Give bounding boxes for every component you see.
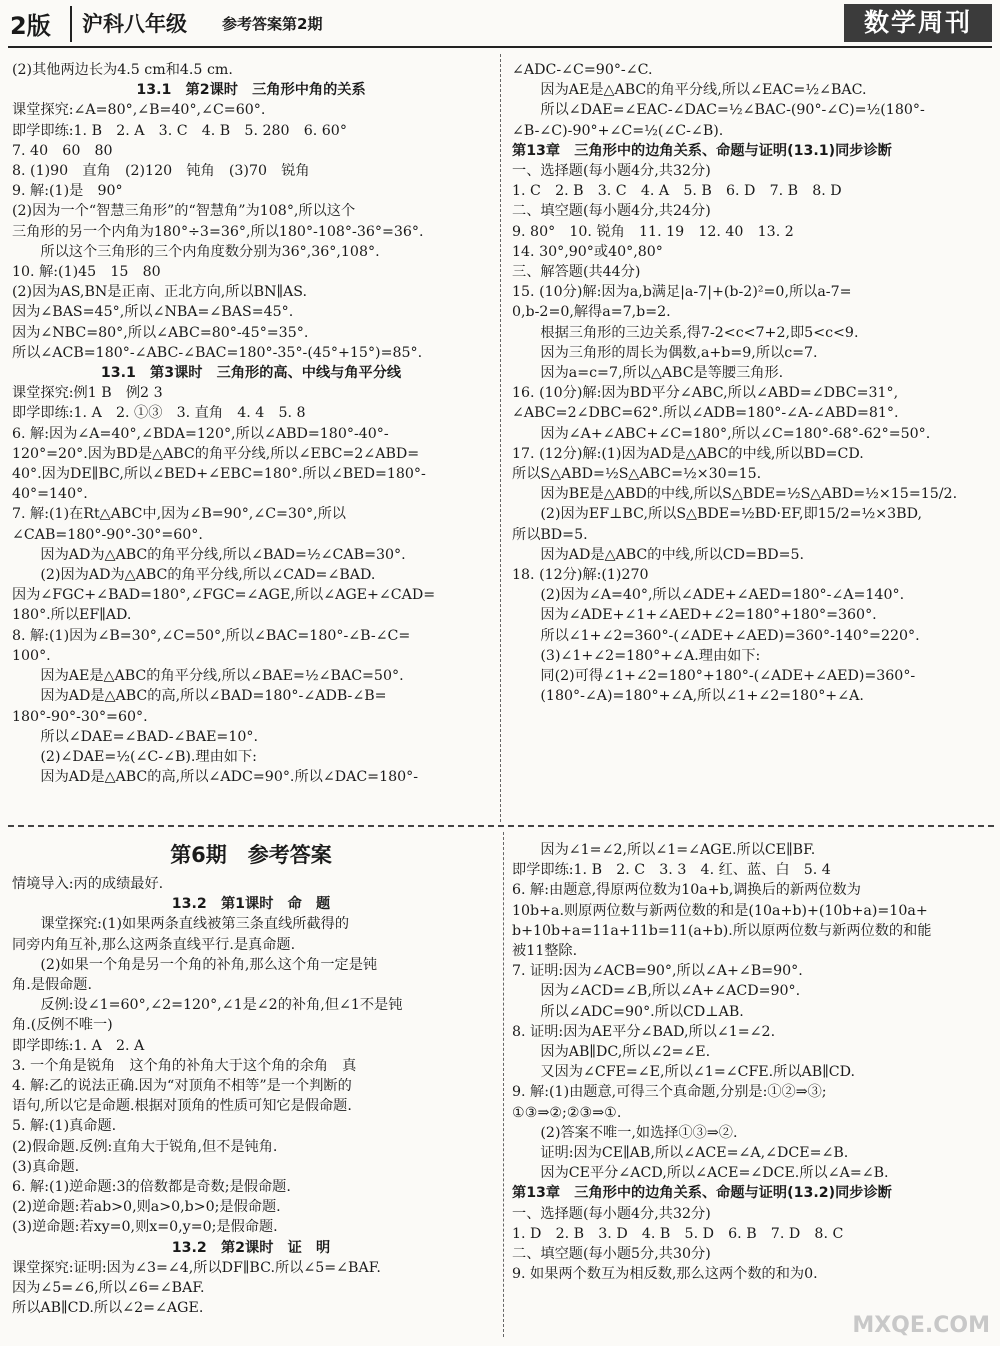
text-line: 三、解答题(共44分) xyxy=(512,264,641,281)
text-line: 所以∠DAE=∠BAD-∠BAE=10°. xyxy=(40,728,258,745)
text-line: 因为∠5=∠6,所以∠6=∠BAF. xyxy=(12,1280,205,1297)
text-line: 17. (12分)解:(1)因为AD是△ABC的中线,所以BD=CD. xyxy=(512,445,864,462)
text-line: 反例:设∠1=60°,∠2=120°,∠1是∠2的补角,但∠1不是钝 xyxy=(40,997,403,1014)
text-line: 3. 一个角是锐角 这个角的补角大于这个角的余角 真 xyxy=(12,1057,357,1074)
text-line: 13.1 第3课时 三角形的高、中线与角平分线 xyxy=(100,365,402,382)
text-line: 课堂探究:(1)如果两条直线被第三条直线所截得的 xyxy=(40,916,350,933)
text-line: (2)逆命题:若ab>0,则a>0,b>0;是假命题. xyxy=(12,1199,281,1216)
text-line: 7. 40 60 80 xyxy=(12,142,113,159)
text-line: 证明:因为CE∥AB,所以∠ACE=∠A,∠DCE=∠B. xyxy=(540,1145,849,1162)
text-line: ∠CAB=180°-90°-30°=60°. xyxy=(12,526,203,543)
text-line: 因为AD是△ABC的高,所以∠ADC=90°.所以∠DAC=180°- xyxy=(40,769,419,786)
bottom-left-column xyxy=(12,874,490,1318)
section-divider xyxy=(8,825,994,827)
text-line: 因为∠ADE+∠1+∠AED+∠2=180°+180°=360°. xyxy=(540,607,877,624)
brand-badge: 数学周刊 xyxy=(844,4,992,42)
text-line: 第13章 三角形中的边角关系、命题与证明(13.1)同步诊断 xyxy=(512,142,892,159)
top-right-column xyxy=(512,60,992,707)
page-number: 2版 xyxy=(10,12,51,40)
text-line: 课堂探究:∠A=80°,∠B=40°,∠C=60°. xyxy=(12,102,266,119)
text-line: (180°-∠A)=180°+∠A,所以∠1+∠2=180°+∠A. xyxy=(540,688,864,705)
grade-label: 沪科八年级 xyxy=(82,12,187,36)
text-line: ①③⇒②;②③⇒①. xyxy=(512,1104,622,1121)
text-line: 一、选择题(每小题4分,共32分) xyxy=(512,163,711,180)
text-line: 因为BE是△ABD的中线,所以S△BDE=½S△ABD=½×15=15/2. xyxy=(540,486,958,503)
text-line: (2)因为一个“智慧三角形”的“智慧角”为108°,所以这个 xyxy=(12,203,356,220)
header-divider xyxy=(70,6,72,42)
text-line: 13.2 第1课时 命 题 xyxy=(171,896,331,913)
text-line: 180°.所以EF∥AD. xyxy=(12,607,132,624)
text-line: 所以∠1+∠2=360°-(∠ADE+∠AED)=360°-140°=220°. xyxy=(540,627,920,644)
text-line: 18. (12分)解:(1)270 xyxy=(512,567,649,584)
text-line: 同(2)可得∠1+∠2=180°+180°-(∠ADE+∠AED)=360°- xyxy=(540,668,916,685)
top-left-column xyxy=(12,60,490,787)
text-line: ∠ABC=2∠DBC=62°.所以∠ADB=180°-∠A-∠ABD=81°. xyxy=(512,405,899,422)
text-line: 所以这个三角形的三个内角度数分别为36°,36°,108°. xyxy=(40,243,380,260)
text-line: 所以∠ACB=180°-∠ABC-∠BAC=180°-35°-(45°+15°)=85°. xyxy=(12,344,423,361)
issue-answer-title: 第6期 参考答案 xyxy=(170,843,332,867)
page-header xyxy=(0,0,1000,48)
text-line: 4. 解:乙的说法正确.因为“对顶角不相等”是一个判断的 xyxy=(12,1078,352,1095)
text-line: 因为∠NBC=80°,所以∠ABC=80°-45°=35°. xyxy=(12,324,309,341)
text-line: 情境导入:丙的成绩最好. xyxy=(12,876,164,892)
text-line: 被11整除. xyxy=(512,943,578,960)
text-line: 120°=20°.因为BD是△ABC的角平分线,所以∠EBC=2∠ABD= xyxy=(12,445,420,462)
issue-label: 参考答案第2期 xyxy=(222,15,323,33)
text-line: 因为AE是△ABC的角平分线,所以∠EAC=½∠BAC. xyxy=(540,82,867,99)
text-line: 所以S△ABD=½S△ABC=½×30=15. xyxy=(512,466,762,483)
text-line: 因为AD为△ABC的角平分线,所以∠BAD=½∠CAB=30°. xyxy=(40,546,406,563)
text-line: 即学即练:1. B 2. A 3. C 4. B 5. 280 6. 60° xyxy=(12,122,347,139)
text-line: (2)其他两边长为4.5 cm和4.5 cm. xyxy=(12,62,233,78)
text-line: (2)如果一个角是另一个角的补角,那么这个角一定是钝 xyxy=(40,956,378,973)
text-line: (2)因为∠A=40°,所以∠ADE+∠AED=180°-∠A=140°. xyxy=(540,587,905,604)
text-line: 角.(反例不唯一) xyxy=(12,1017,113,1034)
text-line: 40°=140°. xyxy=(12,486,88,503)
text-line: 第13章 三角形中的边角关系、命题与证明(13.2)同步诊断 xyxy=(512,1185,892,1202)
text-line: 角.是假命题. xyxy=(12,977,92,994)
text-line: 9. 解:(1)由题意,可得三个真命题,分别是:①②⇒③; xyxy=(512,1084,827,1101)
text-line: 因为三角形的周长为偶数,a+b=9,所以c=7. xyxy=(540,344,818,361)
text-line: (2)∠DAE=½(∠C-∠B).理由如下: xyxy=(40,748,257,765)
text-line: ∠ADC-∠C=90°-∠C. xyxy=(512,62,653,78)
text-line: 课堂探究:证明:因为∠3=∠4,所以DF∥BC.所以∠5=∠BAF. xyxy=(12,1259,381,1276)
text-line: 即学即练:1. A 2. A xyxy=(12,1037,145,1054)
text-line: 180°-90°-30°=60°. xyxy=(12,708,148,725)
text-line: 因为∠BAS=45°,所以∠NBA=∠BAS=45°. xyxy=(12,304,294,321)
text-line: 13.2 第2课时 证 明 xyxy=(171,1239,331,1256)
column-divider-top xyxy=(500,54,501,822)
text-line: 根据三角形的三边关系,得7-2<c<7+2,即5<c<9. xyxy=(540,324,859,341)
text-line: 10b+a.则原两位数与新两位数的和是(10a+b)+(10b+a)=10a+ xyxy=(512,902,928,919)
text-line: 因为CE平分∠ACD,所以∠ACE=∠DCE.所以∠A=∠B. xyxy=(540,1165,889,1182)
text-line: 因为AD是△ABC的中线,所以CD=BD=5. xyxy=(540,546,805,563)
watermark-logo: MXQE.COM xyxy=(852,1313,990,1338)
text-line: (2)因为AS,BN是正南、正北方向,所以BN∥AS. xyxy=(12,284,308,301)
text-line: ∠B-∠C)-90°+∠C=½(∠C-∠B). xyxy=(512,122,724,139)
text-line: 9. 80° 10. 锐角 11. 19 12. 40 13. 2 xyxy=(512,223,794,240)
text-line: 40°.因为DE∥BC,所以∠BED+∠EBC=180°.所以∠BED=180°- xyxy=(12,466,426,483)
text-line: 又因为∠CFE=∠E,所以∠1=∠CFE.所以AB∥CD. xyxy=(540,1064,856,1081)
text-line: 一、选择题(每小题4分,共32分) xyxy=(512,1205,711,1222)
text-line: 8. 证明:因为AE平分∠BAD,所以∠1=∠2. xyxy=(512,1023,776,1040)
text-line: (3)逆命题:若xy=0,则x=0,y=0;是假命题. xyxy=(12,1219,278,1236)
text-line: 8. 解:(1)因为∠B=30°,∠C=50°,所以∠BAC=180°-∠B-∠C= xyxy=(12,627,411,644)
text-line: 7. 解:(1)在Rt△ABC中,因为∠B=90°,∠C=30°,所以 xyxy=(12,506,346,523)
text-line: (3)∠1+∠2=180°+∠A.理由如下: xyxy=(540,647,761,664)
text-line: 1. D 2. B 3. D 4. B 5. D 6. B 7. D 8. C xyxy=(512,1225,844,1242)
text-line: b+10b+a=11a+11b=11(a+b).所以原两位数与新两位数的和能 xyxy=(512,922,932,939)
text-line: 因为∠ACD=∠B,所以∠A+∠ACD=90°. xyxy=(540,983,801,1000)
text-line: (2)答案不唯一,如选择①③⇒②. xyxy=(540,1124,738,1141)
text-line: 即学即练:1. A 2. ①③ 3. 直角 4. 4 5. 8 xyxy=(12,405,306,422)
text-line: 所以BD=5. xyxy=(512,526,588,543)
text-line: 因为AD是△ABC的高,所以∠BAD=180°-∠ADB-∠B= xyxy=(40,688,387,705)
text-line: 5. 解:(1)真命题. xyxy=(12,1118,117,1135)
text-line: 二、填空题(每小题4分,共24分) xyxy=(512,203,711,220)
text-line: 语句,所以它是命题.根据对顶角的性质可知它是假命题. xyxy=(12,1098,352,1115)
text-line: 因为∠A+∠ABC+∠C=180°,所以∠C=180°-68°-62°=50°. xyxy=(540,425,931,442)
text-line: 二、填空题(每小题5分,共30分) xyxy=(512,1246,711,1263)
text-line: 所以∠DAE=∠EAC-∠DAC=½∠BAC-(90°-∠C)=½(180°- xyxy=(540,102,925,119)
text-line: 课堂探究:例1 B 例2 3 xyxy=(12,385,163,402)
text-line: 因为AE是△ABC的角平分线,所以∠BAE=½∠BAC=50°. xyxy=(40,668,404,685)
text-line: (2)因为AD为△ABC的角平分线,所以∠CAD=∠BAD. xyxy=(40,567,376,584)
header-rule xyxy=(8,46,992,48)
text-line: (2)因为EF⊥BC,所以S△BDE=½BD·EF,即15/2=½×3BD, xyxy=(540,506,922,523)
text-line: 100°. xyxy=(12,647,51,664)
text-line: 1. C 2. B 3. C 4. A 5. B 6. D 7. B 8. D xyxy=(512,183,842,200)
text-line: 同旁内角互补,那么这两条直线平行.是真命题. xyxy=(12,936,296,953)
text-line: 14. 30°,90°或40°,80° xyxy=(512,243,663,260)
text-line: 0,b-2=0,解得a=7,b=2. xyxy=(512,304,671,321)
text-line: (3)真命题. xyxy=(12,1158,80,1175)
text-line: 所以AB∥CD.所以∠2=∠AGE. xyxy=(12,1300,204,1317)
text-line: 10. 解:(1)45 15 80 xyxy=(12,264,161,281)
text-line: 9. 如果两个数互为相反数,那么这两个数的和为0. xyxy=(512,1266,818,1283)
text-line: 因为∠FGC+∠BAD=180°,∠FGC=∠AGE,所以∠AGE+∠CAD= xyxy=(12,587,436,604)
bottom-right-column xyxy=(512,840,992,1284)
text-line: 三角形的另一个内角为180°÷3=36°,所以180°-108°-36°=36°. xyxy=(12,223,424,240)
text-line: 6. 解:因为∠A=40°,∠BDA=120°,所以∠ABD=180°-40°- xyxy=(12,425,389,442)
text-line: 13.1 第2课时 三角形中角的关系 xyxy=(136,82,366,99)
text-line: 8. (1)90 直角 (2)120 钝角 (3)70 锐角 xyxy=(12,163,310,180)
text-line: (2)假命题.反例:直角大于锐角,但不是钝角. xyxy=(12,1138,278,1155)
column-divider-bottom xyxy=(503,832,504,1337)
text-line: 9. 解:(1)是 90° xyxy=(12,183,123,200)
text-line: 所以∠ADC=90°.所以CD⊥AB. xyxy=(540,1003,744,1020)
text-line: 因为∠1=∠2,所以∠1=∠AGE.所以CE∥BF. xyxy=(540,842,816,858)
text-line: 因为a=c=7,所以△ABC是等腰三角形. xyxy=(540,365,784,382)
text-line: 6. 解:(1)逆命题:3的倍数都是奇数;是假命题. xyxy=(12,1179,291,1196)
text-line: 6. 解:由题意,得原两位数为10a+b,调换后的新两位数为 xyxy=(512,882,861,899)
text-line: 因为AB∥DC,所以∠2=∠E. xyxy=(540,1044,711,1061)
text-line: 15. (10分)解:因为a,b满足|a-7|+(b-2)²=0,所以a-7= xyxy=(512,284,852,301)
text-line: 7. 证明:因为∠ACB=90°,所以∠A+∠B=90°. xyxy=(512,963,803,980)
text-line: 即学即练:1. B 2. C 3. 3 4. 红、蓝、白 5. 4 xyxy=(512,862,831,879)
text-line: 16. (10分)解:因为BD平分∠ABC,所以∠ABD=∠DBC=31°, xyxy=(512,385,899,402)
